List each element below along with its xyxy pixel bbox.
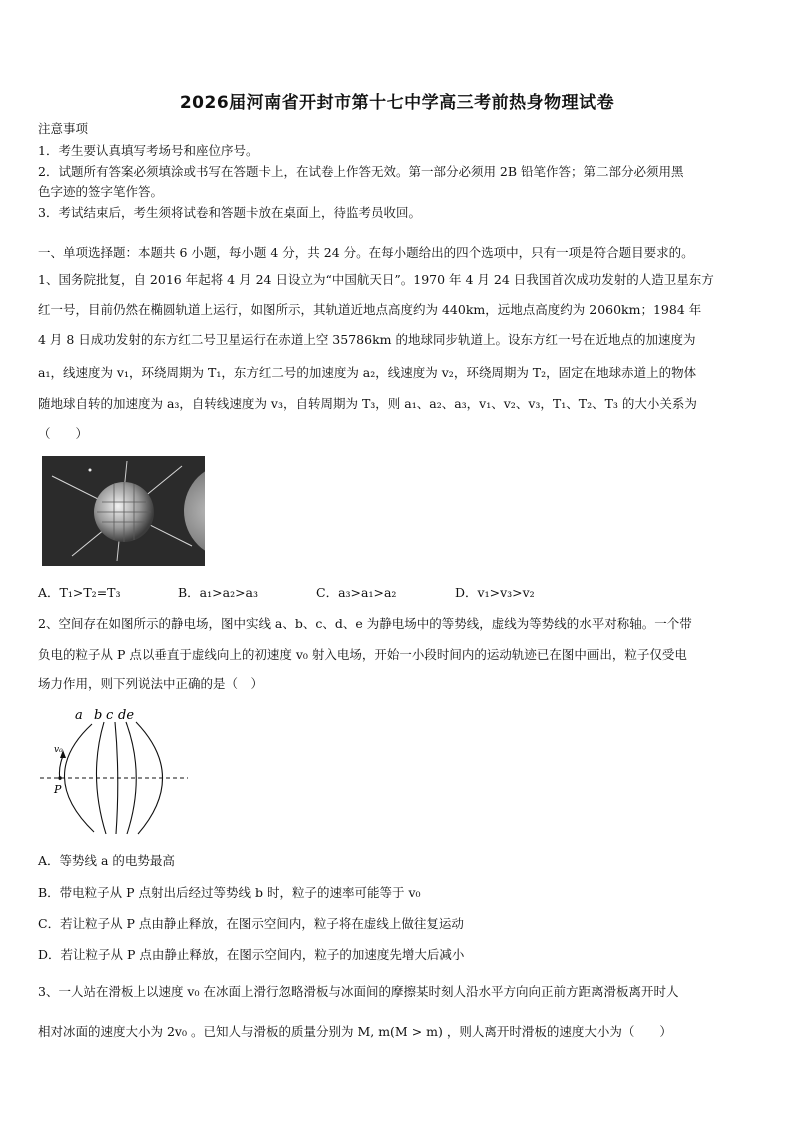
q1-text: 4 月 8 日成功发射的东方红二号卫星运行在赤道上空 35786km 的地球同步轨道上。设东方红一号在近地点的加速度为 <box>38 332 696 347</box>
q2-option-d[interactable]: D．若让粒子从 P 点由静止释放，在图示空间内，粒子的加速度先增大后减小 <box>38 947 465 962</box>
q1-text: 红一号，目前仍然在椭圆轨道上运行，如图所示，其轨道近地点高度约为 440km，远地点高度约为 2060km；1984 年 <box>38 302 702 317</box>
q1-text: a₁，线速度为 v₁，环绕周期为 T₁，东方红二号的加速度为 a₂，线速度为 v₂，环绕周期为 T₂，固定在地球赤道上的物体 <box>38 365 697 380</box>
q1-text: （ ） <box>38 426 89 441</box>
q1-text: 1、国务院批复，自 2016 年起将 4 月 24 日设立为“中国航天日”。1970 年 4 月 24 日我国首次成功发射的人造卫星东方 <box>38 272 714 287</box>
equipotential-diagram <box>36 704 196 844</box>
q1-option[interactable] <box>38 583 121 601</box>
q1-option-a: A．T₁>T₂=T₃ <box>38 585 121 600</box>
notice-item: 2．试题所有答案必须填涂或书写在答题卡上，在试卷上作答无效。第一部分必须用 2B 铅笔作答；第二部分必须用黑 <box>38 164 684 179</box>
label-p: P <box>54 783 62 796</box>
q2-option-c[interactable]: C．若让粒子从 P 点由静止释放，在图示空间内，粒子将在虚线上做往复运动 <box>38 916 464 931</box>
q1-option-b: B．a₁>a₂>a₃ <box>178 585 259 600</box>
notice-item: 色字迹的签字笔作答。 <box>38 184 164 199</box>
q2-text: 场力作用，则下列说法中正确的是（ ） <box>38 676 264 691</box>
q1-text: 随地球自转的加速度为 a₃，自转线速度为 v₃，自转周期为 T₃，则 a₁、a₂、a₃，v₁、v₂、v₃，T₁、T₂、T₃ 的大小关系为 <box>38 396 697 411</box>
label-v0: v₀ <box>54 745 63 755</box>
point-p <box>58 776 62 780</box>
label-de: de <box>118 708 135 723</box>
notice-item: 1．考生要认真填写考场号和座位序号。 <box>38 143 259 158</box>
notice-item: 3．考试结束后，考生须将试卷和答题卡放在桌面上，待监考员收回。 <box>38 205 421 220</box>
q1-option[interactable] <box>316 583 396 601</box>
q2-option-b[interactable]: B．带电粒子从 P 点射出后经过等势线 b 时，粒子的速率可能等于 v₀ <box>38 885 421 900</box>
q2-text: 负电的粒子从 P 点以垂直于虚线向上的初速度 v₀ 射入电场，开始一小段时间内的运动轨迹已在图中画出，粒子仅受电 <box>38 647 687 662</box>
q3-text: 相对冰面的速度大小为 2v₀ 。已知人与滑板的质量分别为 M, m(M > m) ，则人离开时滑板的速度大小为（ ） <box>38 1024 672 1039</box>
label-c: c <box>106 708 114 723</box>
label-a: a <box>75 708 83 723</box>
satellite-photo <box>42 456 205 566</box>
q1-option-c: C．a₃>a₁>a₂ <box>316 585 397 600</box>
notice-heading: 注意事项 <box>38 121 89 136</box>
q3-text: 3、一人站在滑板上以速度 v₀ 在冰面上滑行忽略滑板与冰面间的摩擦某时刻人沿水平方向向正前方距离滑板离开时人 <box>38 984 679 999</box>
q1-option[interactable] <box>178 583 258 601</box>
label-b: b <box>94 708 103 723</box>
section-heading: 一、单项选择题：本题共 6 小题，每小题 4 分，共 24 分。在每小题给出的四个选项中，只有一项是符合题目要求的。 <box>38 245 694 260</box>
q2-text: 2、空间存在如图所示的静电场，图中实线 a、b、c、d、e 为静电场中的等势线，虚线为等势线的水平对称轴。一个带 <box>38 616 692 631</box>
q1-option[interactable] <box>455 583 535 601</box>
q1-option-d: D．v₁>v₃>v₂ <box>455 585 535 600</box>
page-title: 2026届河南省开封市第十七中学高三考前热身物理试卷 <box>179 93 615 113</box>
q2-option-a[interactable]: A．等势线 a 的电势最高 <box>38 853 175 868</box>
